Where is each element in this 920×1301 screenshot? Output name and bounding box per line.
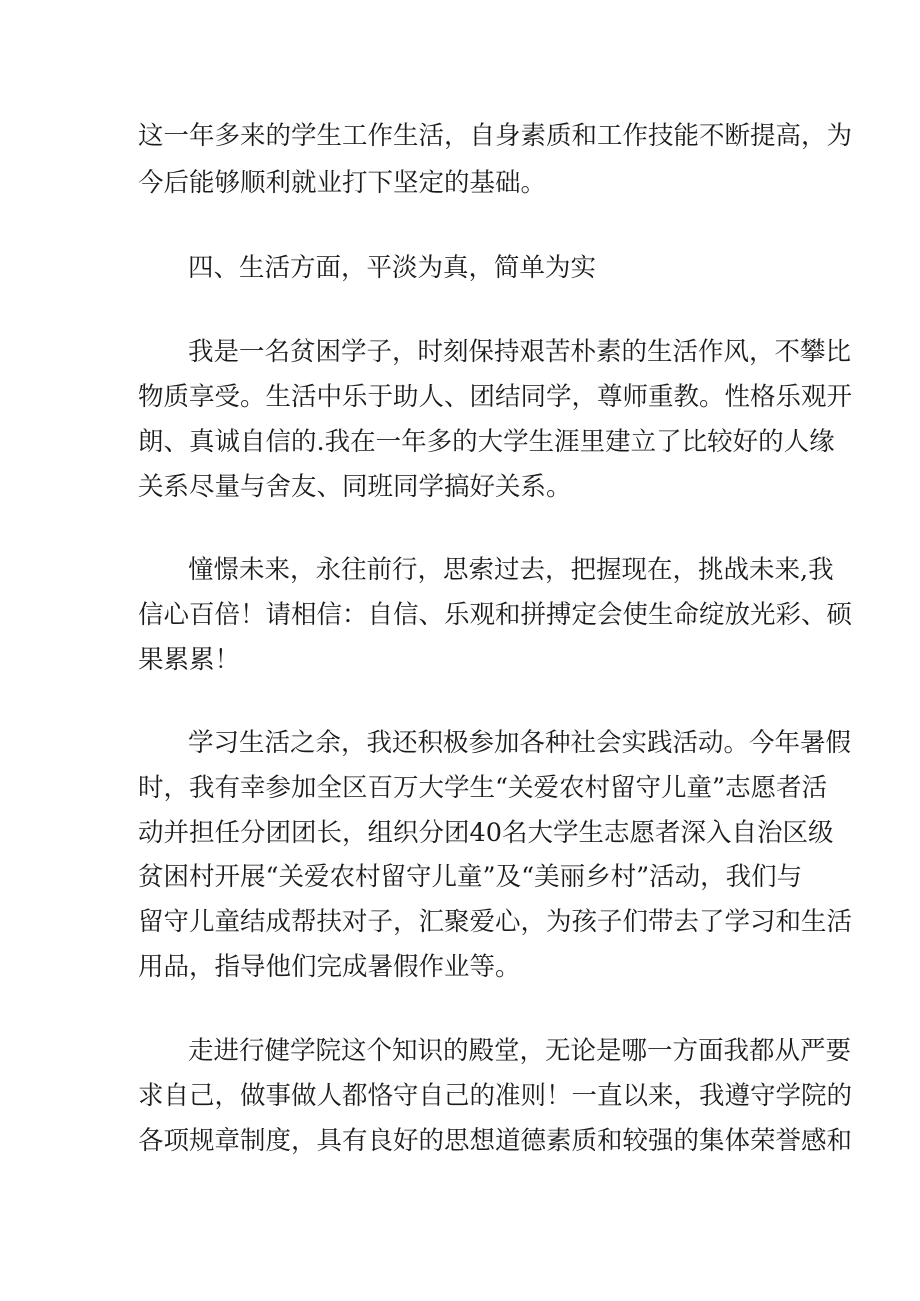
paragraph-line: 这一年多来的学生工作生活，自身素质和工作技能不断提高，为 bbox=[138, 121, 853, 151]
paragraph-line: 物质享受。生活中乐于助人、团结同学，尊师重教。性格乐观开 bbox=[138, 382, 853, 412]
paragraph-line: 朗、真诚自信的.我在一年多的大学生涯里建立了比较好的人缘 bbox=[138, 427, 835, 457]
paragraph-line: 学习生活之余，我还积极参加各种社会实践活动。今年暑假 bbox=[188, 728, 852, 758]
paragraph-line: 用品，指导他们完成暑假作业等。 bbox=[138, 952, 521, 982]
paragraph-line: 时，我有幸参加全区百万大学生“关爱农村留守儿童”志愿者活 bbox=[138, 773, 828, 803]
paragraph-line: 动并担任分团团长，组织分团40名大学生志愿者深入自治区级 bbox=[138, 818, 834, 848]
paragraph-line: 果累累！ bbox=[138, 645, 241, 675]
paragraph-line: 走进行健学院这个知识的殿堂，无论是哪一方面我都从严要 bbox=[188, 1036, 852, 1066]
paragraph-line: 各项规章制度，具有良好的思想道德素质和较强的集体荣誉感和 bbox=[138, 1126, 853, 1156]
paragraph-line: 憧憬未来，永往前行，思索过去，把握现在，挑战未来,我 bbox=[188, 555, 834, 585]
paragraph-line: 求自己，做事做人都恪守自己的准则！一直以来，我遵守学院的 bbox=[138, 1081, 853, 1111]
paragraph-line: 留守儿童结成帮扶对子，汇聚爱心，为孩子们带去了学习和生活 bbox=[138, 907, 853, 937]
paragraph-line: 信心百倍！请相信：自信、乐观和拼搏定会使生命绽放光彩、硕 bbox=[138, 600, 853, 630]
section-heading: 四、生活方面，平淡为真，简单为实 bbox=[188, 253, 597, 283]
paragraph-line: 今后能够顺利就业打下坚定的基础。 bbox=[138, 168, 547, 198]
paragraph-line: 关系尽量与舍友、同班同学搞好关系。 bbox=[138, 472, 572, 502]
paragraph-line: 贫困村开展“关爱农村留守儿童”及“美丽乡村”活动，我们与 bbox=[138, 862, 803, 892]
paragraph-line: 我是一名贫困学子，时刻保持艰苦朴素的生活作风，不攀比 bbox=[188, 337, 852, 367]
